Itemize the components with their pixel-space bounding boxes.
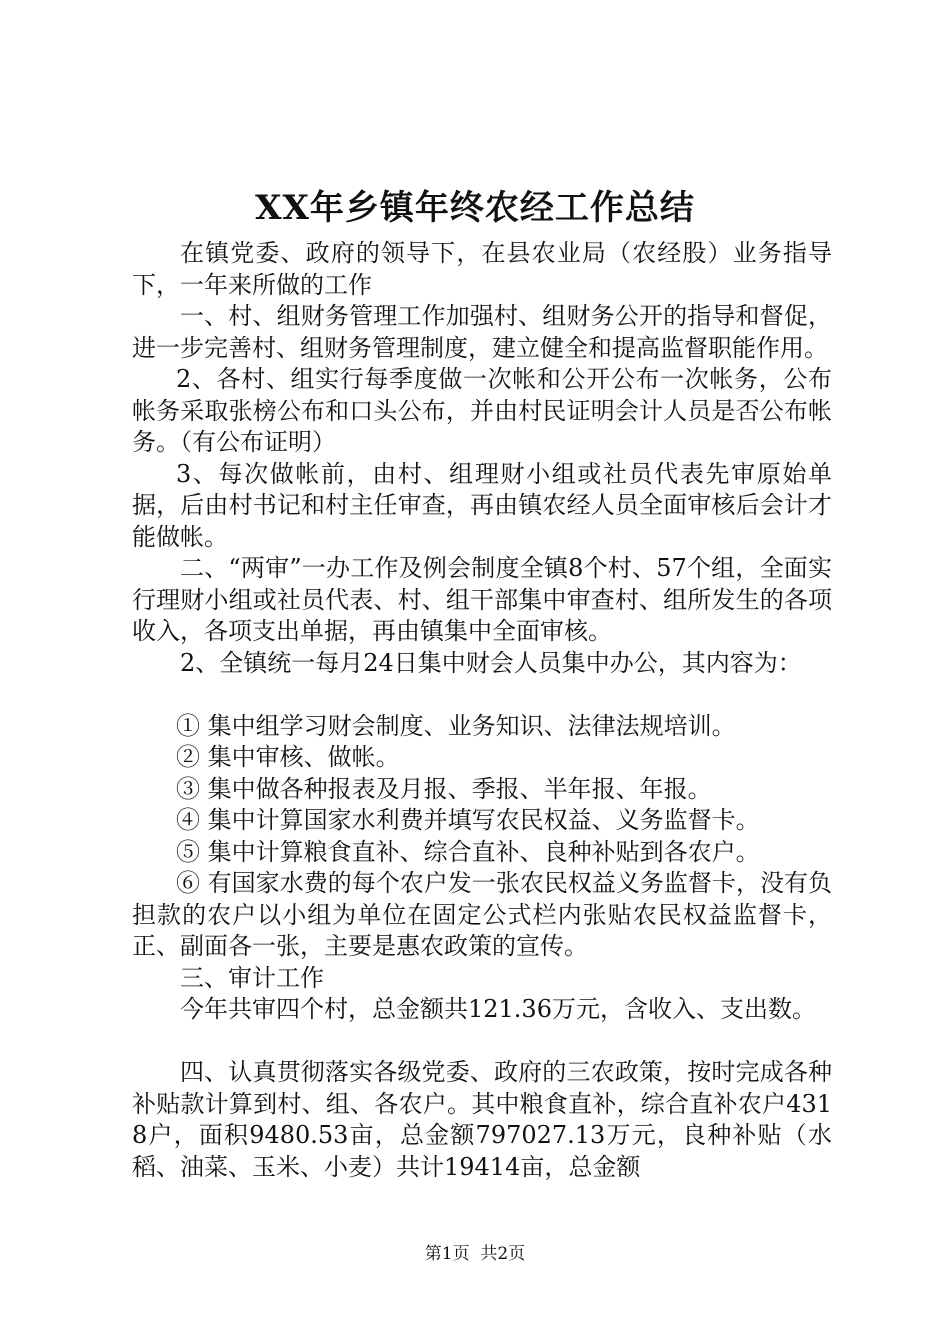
blank-line: [132, 1026, 832, 1058]
page-number: 第1页 共2页: [424, 1244, 526, 1264]
list-item-6: ⑥ 有国家水费的每个农户发一张农民权益义务监督卡，没有负担款的农户以小组为单位在固定公式栏内张贴农民权益监督卡，正、副面各一张，主要是惠农政策的宣传。: [132, 869, 832, 960]
paragraph-item-2b: 2、全镇统一每月24日集中财会人员集中办公，其内容为：: [180, 648, 802, 677]
document-title: XX年乡镇年终农经工作总结: [255, 188, 695, 228]
list-item-3: ③ 集中做各种报表及月报、季报、半年报、年报。: [176, 774, 712, 803]
list-item-4: ④ 集中计算国家水利费并填写农民权益、义务监督卡。: [176, 806, 760, 834]
paragraph-audit: 今年共审四个村，总金额共121.36万元，含收入、支出数。: [180, 995, 816, 1023]
paragraph-item-2: 2、各村、组实行每季度做一次帐和公开公布一次帐务，公布帐务采取张榜公布和口头公布，并由村民证明会计人员是否公布帐务。（有公布证明）: [132, 365, 832, 456]
list-item-5: ⑤ 集中计算粮食直补、综合直补、良种补贴到各农户。: [176, 837, 760, 866]
paragraph-section-3: 三、审计工作: [180, 963, 324, 992]
list-item-2: ② 集中审核、做帐。: [176, 743, 400, 771]
paragraph-intro: 在镇党委、政府的领导下，在县农业局（农经股）业务指导下，一年来所做的工作: [132, 239, 832, 299]
list-item-1: ① 集中组学习财会制度、业务知识、法律法规培训。: [176, 711, 736, 740]
paragraph-section-1: 一、村、组财务管理工作加强村、组财务公开的指导和督促，进一步完善村、组财务管理制度，建立健全和提高监督职能作用。: [132, 302, 832, 362]
paragraph-section-4: 四、认真贯彻落实各级党委、政府的三农政策，按时完成各种补贴款计算到村、组、各农户。其中粮食直补，综合直补农户4318户，面积9480.53亩，总金额797027.13万元，良种补贴（水稻、油菜、玉米、小麦）共计19414亩，总金额: [132, 1058, 832, 1181]
paragraph-item-3: 3、每次做帐前，由村、组理财小组或社员代表先审原始单据，后由村书记和村主任审查，再由镇农经人员全面审核后会计才能做帐。: [132, 459, 832, 551]
document-body: [132, 238, 832, 1183]
blank-line: [132, 679, 832, 711]
page-footer: [0, 1242, 950, 1266]
paragraph-section-2: 二、“两审”一办工作及例会制度全镇8个村、57个组，全面实行理财小组或社员代表、村、组干部集中审查村、组所发生的各项收入，各项支出单据，再由镇集中全面审核。: [132, 554, 832, 645]
